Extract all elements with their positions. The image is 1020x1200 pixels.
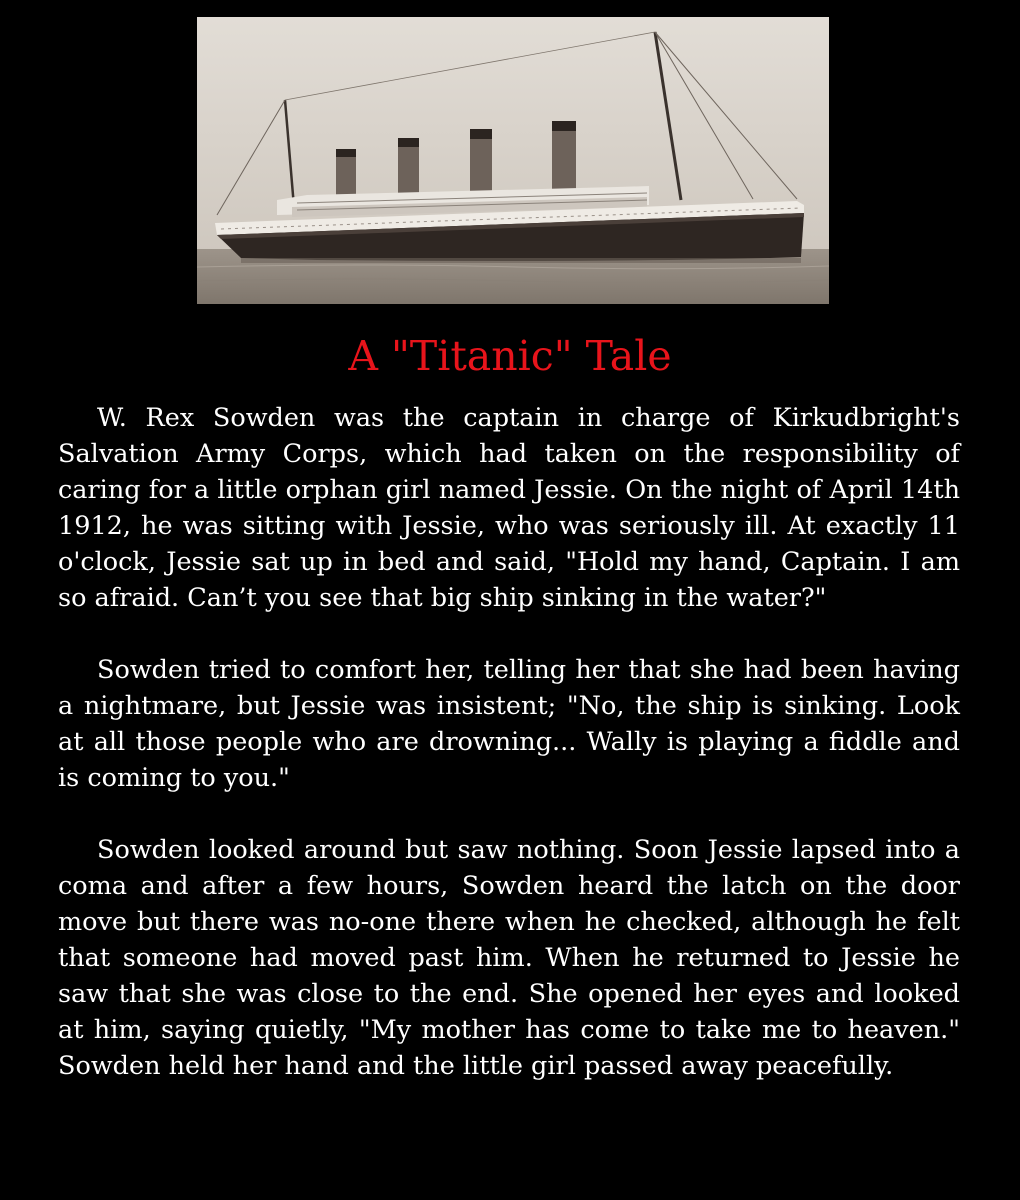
story-paragraph-2: Sowden tried to comfort her, telling her that she had been having a nightmare, but Jessie was insistent; "No, the ship is sinking. Look at all those people who are drowning... Wally is playing a fiddle and is coming to you." [58,655,960,793]
story-paragraph-3: Sowden looked around but saw nothing. Soon Jessie lapsed into a coma and after a few hours, Sowden heard the latch on the door move but there was no-one there when he checked, although he felt that someone had moved past him. When he returned to Jessie he saw that she was close to the end. She opened her eyes and looked at him, saying quietly, "My mother has come to take me to heaven." Sowden held her hand and the little girl passed away peacefully. [58,835,960,1081]
story-body [58,400,960,1084]
titanic-ship-photo [197,17,829,304]
story-title: A "Titanic" Tale [348,332,672,380]
story-paragraph-1: W. Rex Sowden was the captain in charge of Kirkudbright's Salvation Army Corps, which had taken on the responsibility of caring for a little orphan girl named Jessie. On the night of April 14th 1912, he was sitting with Jessie, who was seriously ill. At exactly 11 o'clock, Jessie sat up in bed and said, "Hold my hand, Captain. I am so afraid. Can’t you see that big ship sinking in the water?" [58,403,960,613]
